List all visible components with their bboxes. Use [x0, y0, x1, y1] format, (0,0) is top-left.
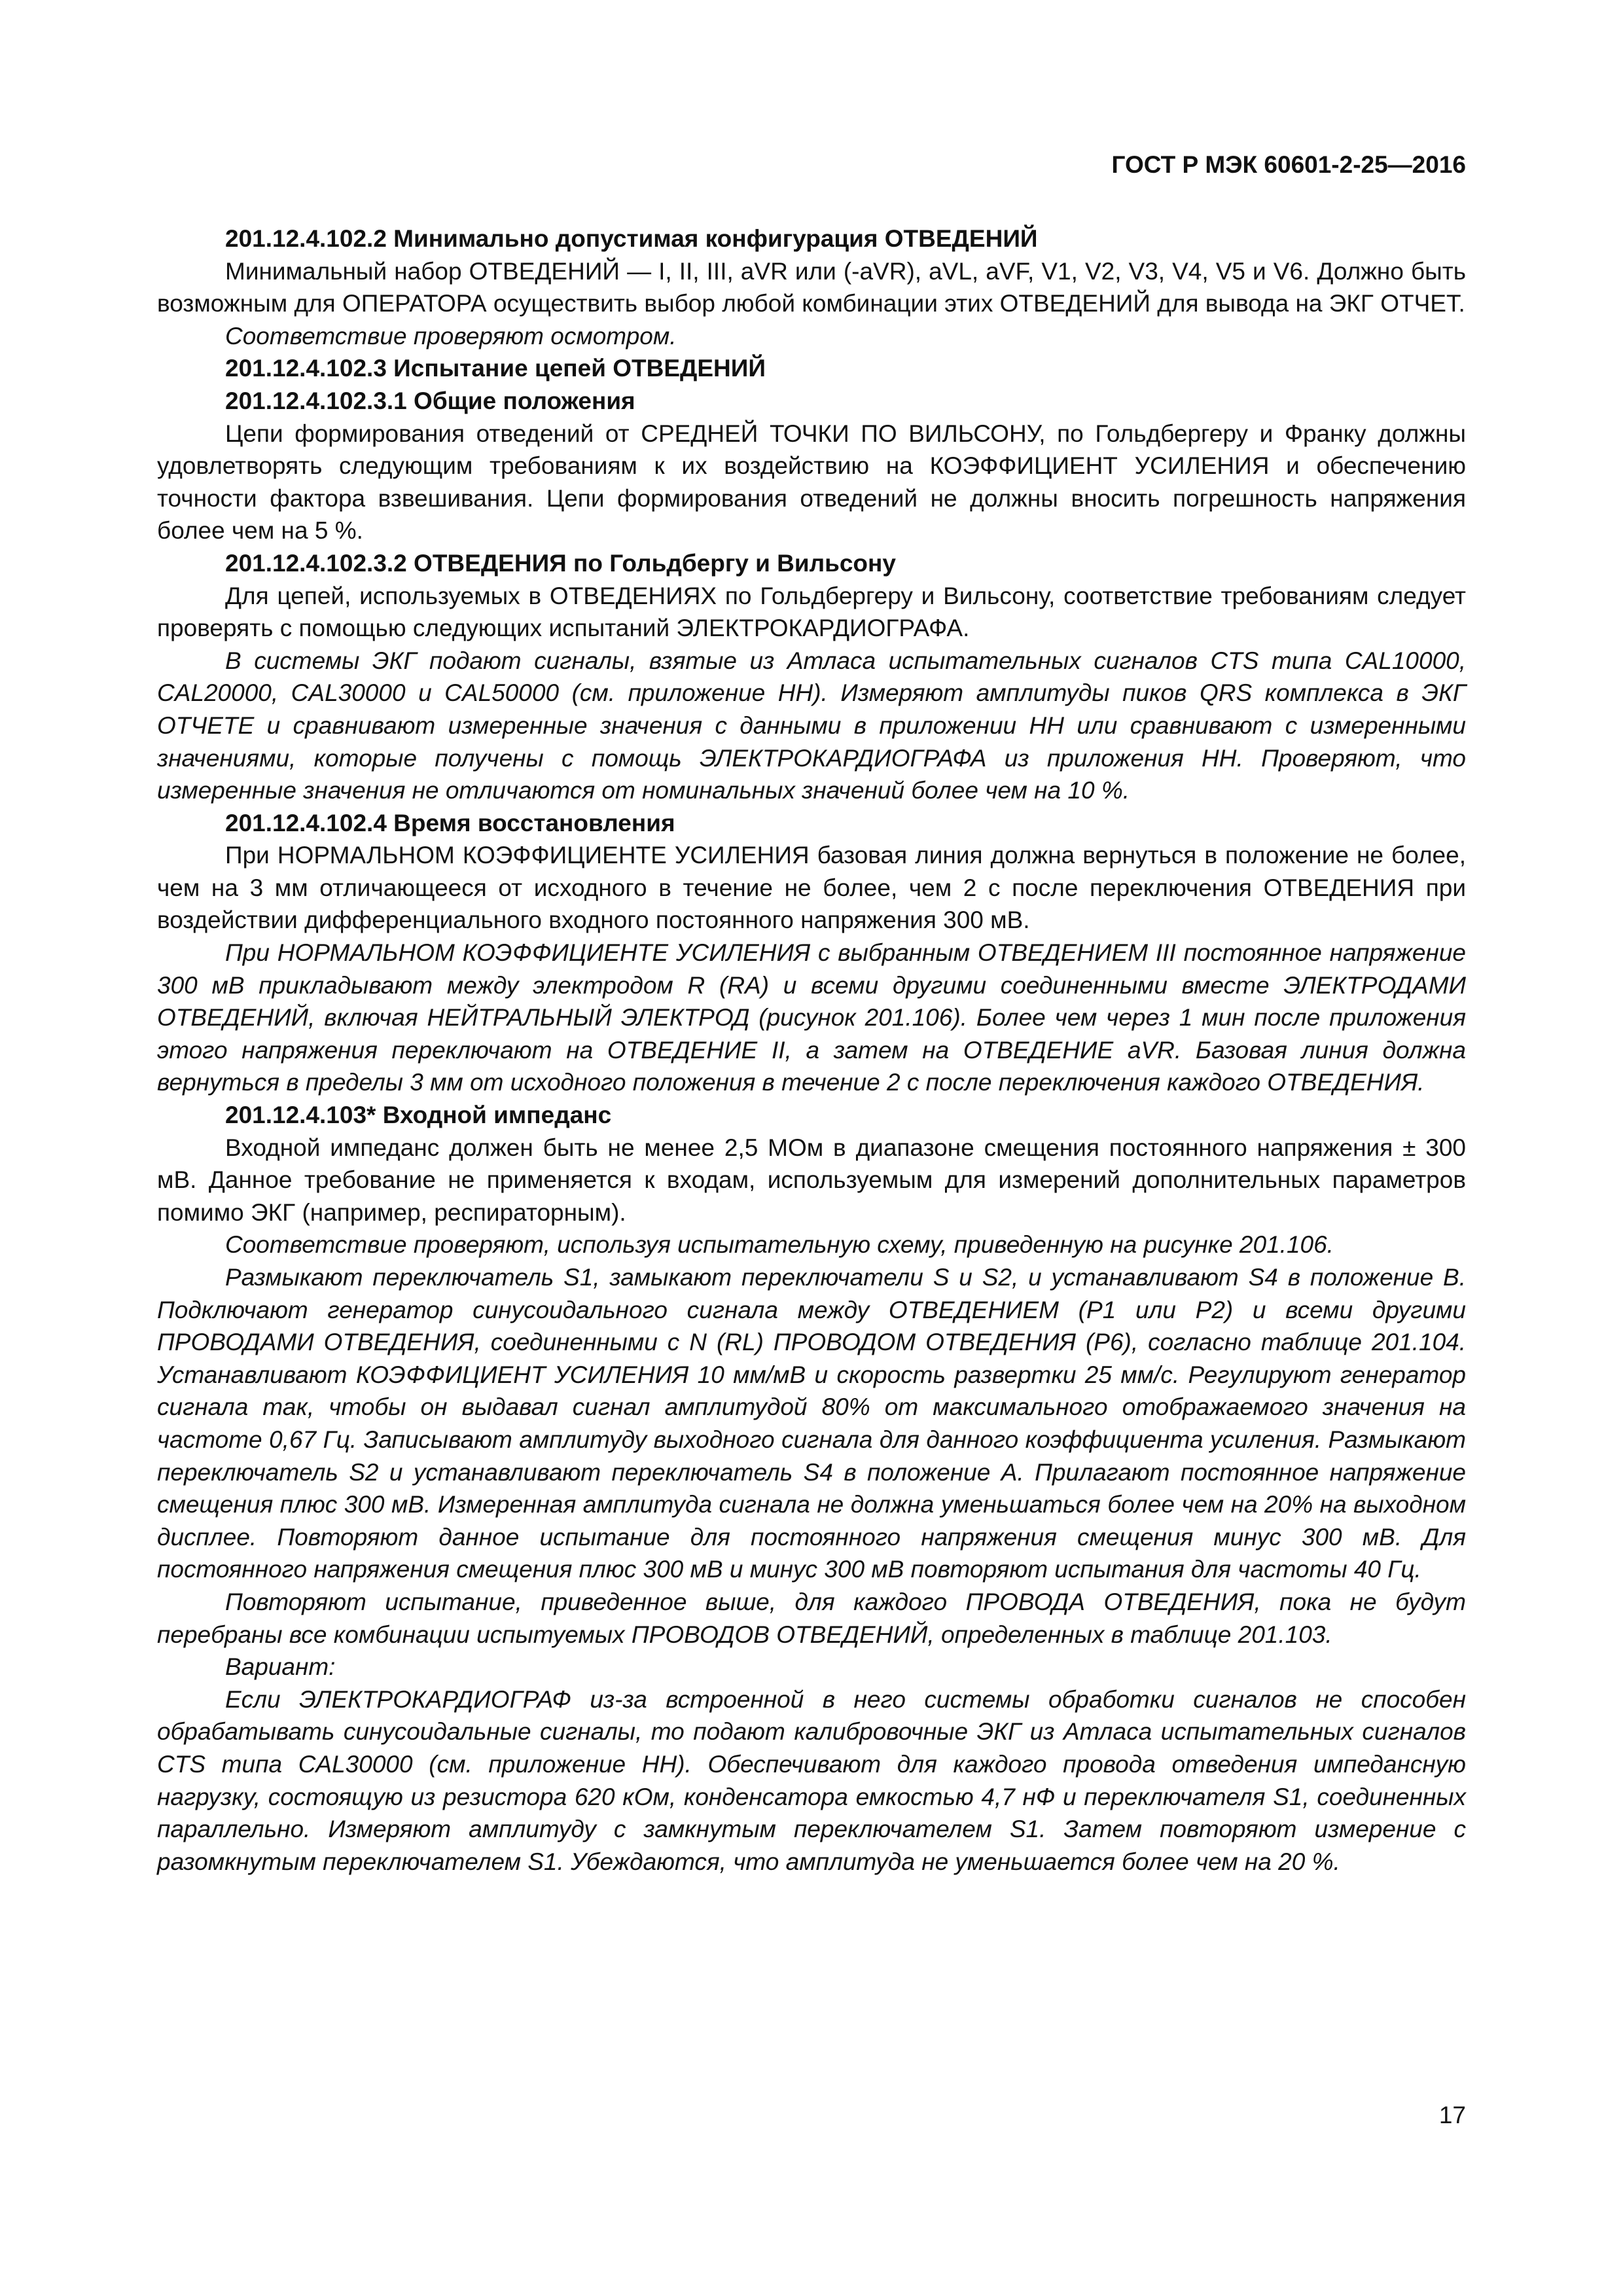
compliance-paragraph: При НОРМАЛЬНОМ КОЭФФИЦИЕНТЕ УСИЛЕНИЯ с выбранным ОТВЕДЕНИЕМ III постоянное напряжение 300 мВ прикладывают между электродом R (RA) и всеми другими соединенными вместе ЭЛЕКТРОДАМИ ОТВЕДЕНИЙ, включая НЕЙТРАЛЬНЫЙ ЭЛЕКТРОД (рисунок 201.106). Более чем через 1 мин после приложения этого напряжения переключают на ОТВЕДЕНИЕ II, а затем на ОТВЕДЕНИЕ aVR. Базовая линия должна вернуться в пределы 3 мм от исходного положения в течение 2 с после переключения каждого ОТВЕДЕНИЯ.	[157, 939, 1466, 1096]
compliance-paragraph: В системы ЭКГ подают сигналы, взятые из Атласа испытательных сигналов CTS типа CAL10000, CAL20000, CAL30000 и CAL50000 (см. приложение НН). Измеряют амплитуды пиков QRS комплекса в ЭКГ ОТЧЕТЕ и сравнивают измеренные значения с данными в приложении НН или сравнивают с измеренными значениями, которые получены с помощь ЭЛЕКТРОКАРДИОГРАФА из приложения НН. Проверяют, что измеренные значения не отличаются от номинальных значений более чем на 10 %.	[157, 647, 1466, 804]
compliance-paragraph: Соответствие проверяют осмотром.	[225, 322, 677, 350]
standard-designation: ГОСТ Р МЭК 60601-2-25—2016	[1111, 151, 1466, 178]
body-paragraph: Для цепей, используемых в ОТВЕДЕНИЯХ по Гольдбергеру и Вильсону, соответствие требованиям следует проверять с помощью следующих испытаний ЭЛЕКТРОКАРДИОГРАФА.	[157, 582, 1466, 642]
body-paragraph: Входной импеданс должен быть не менее 2,5 МОм в диапазоне смещения постоянного напряжения ± 300 мВ. Данное требование не применяется к входам, используемым для измерений дополнительных параметров помимо ЭКГ (например, респираторным).	[157, 1134, 1466, 1226]
page-number: 17	[1438, 2102, 1466, 2128]
variant-label: Вариант:	[225, 1653, 336, 1681]
section-heading: 201.12.4.102.2 Минимально допустимая конфигурация ОТВЕДЕНИЙ	[225, 225, 1038, 252]
section-heading: 201.12.4.102.3.2 ОТВЕДЕНИЯ по Гольдбергу и Вильсону	[225, 549, 896, 577]
section-heading: 201.12.4.102.4 Время восстановления	[225, 809, 675, 836]
compliance-paragraph: Размыкают переключатель S1, замыкают переключатели S и S2, и устанавливают S4 в положение В. Подключают генератор синусоидального сигнала между ОТВЕДЕНИЕМ (P1 или P2) и всеми другими ПРОВОДАМИ ОТВЕДЕНИЯ, соединенными с N (RL) ПРОВОДОМ ОТВЕДЕНИЯ (P6), согласно таблице 201.104. Устанавливают КОЭФФИЦИЕНТ УСИЛЕНИЯ 10 мм/мВ и скорость развертки 25 мм/с. Регулируют генератор сигнала так, чтобы он выдавал сигнал амплитудой 80% от максимального отображаемого значения на частоте 0,67 Гц. Записывают амплитуду выходного сигнала для данного коэффициента усиления. Размыкают переключатель S2 и устанавливают переключатель S4 в положение А. Прилагают постоянное напряжение смещения плюс 300 мВ. Измеренная амплитуда сигнала не должна уменьшаться более чем на 20% на выходном дисплее. Повторяют данное испытание для постоянного напряжения смещения минус 300 мВ. Для постоянного напряжения смещения плюс 300 мВ и минус 300 мВ повторяют испытания для частоты 40 Гц.	[157, 1264, 1466, 1583]
compliance-paragraph: Соответствие проверяют, используя испытательную схему, приведенную на рисунке 201.106.	[225, 1231, 1334, 1259]
document-body	[157, 223, 1466, 1878]
body-paragraph: Цепи формирования отведений от СРЕДНЕЙ ТОЧКИ ПО ВИЛЬСОНУ, по Гольдбергеру и Франку должны удовлетворять следующим требованиям к их воздействию на КОЭФФИЦИЕНТ УСИЛЕНИЯ и обеспечению точности фактора взвешивания. Цепи формирования отведений не должны вносить погрешность напряжения более чем на 5 %.	[157, 420, 1466, 545]
section-heading: 201.12.4.103* Входной импеданс	[225, 1102, 612, 1129]
section-heading: 201.12.4.102.3.1 Общие положения	[225, 387, 635, 414]
body-paragraph: Минимальный набор ОТВЕДЕНИЙ — I, II, III, aVR или (-aVR), aVL, aVF, V1, V2, V3, V4, V5 и V6. Должно быть возможным для ОПЕРАТОРА осуществить выбор любой комбинации этих ОТВЕДЕНИЙ для вывода на ЭКГ ОТЧЕТ.	[157, 257, 1466, 317]
body-paragraph: При НОРМАЛЬНОМ КОЭФФИЦИЕНТЕ УСИЛЕНИЯ базовая линия должна вернуться в положение не более, чем на 3 мм отличающееся от исходного в течение не более, чем 2 с после переключения ОТВЕДЕНИЯ при воздействии дифференциального входного постоянного напряжения 300 мВ.	[157, 842, 1466, 934]
section-heading: 201.12.4.102.3 Испытание цепей ОТВЕДЕНИЙ	[225, 355, 766, 382]
compliance-paragraph: Повторяют испытание, приведенное выше, для каждого ПРОВОДА ОТВЕДЕНИЯ, пока не будут перебраны все комбинации испытуемых ПРОВОДОВ ОТВЕДЕНИЙ, определенных в таблице 201.103.	[157, 1588, 1466, 1648]
compliance-paragraph: Если ЭЛЕКТРОКАРДИОГРАФ из-за встроенной в него системы обработки сигналов не способен обрабатывать синусоидальные сигналы, то подают калибровочные ЭКГ из Атласа испытательных сигналов CTS типа CAL30000 (см. приложение НН). Обеспечивают для каждого провода отведения импедансную нагрузку, состоящую из резистора 620 кОм, конденсатора емкостью 4,7 нФ и переключателя S1, соединенных параллельно. Измеряют амплитуду с замкнутым переключателем S1. Затем повторяют измерение с разомкнутым переключателем S1. Убеждаются, что амплитуда не уменьшается более чем на 20 %.	[157, 1685, 1466, 1875]
